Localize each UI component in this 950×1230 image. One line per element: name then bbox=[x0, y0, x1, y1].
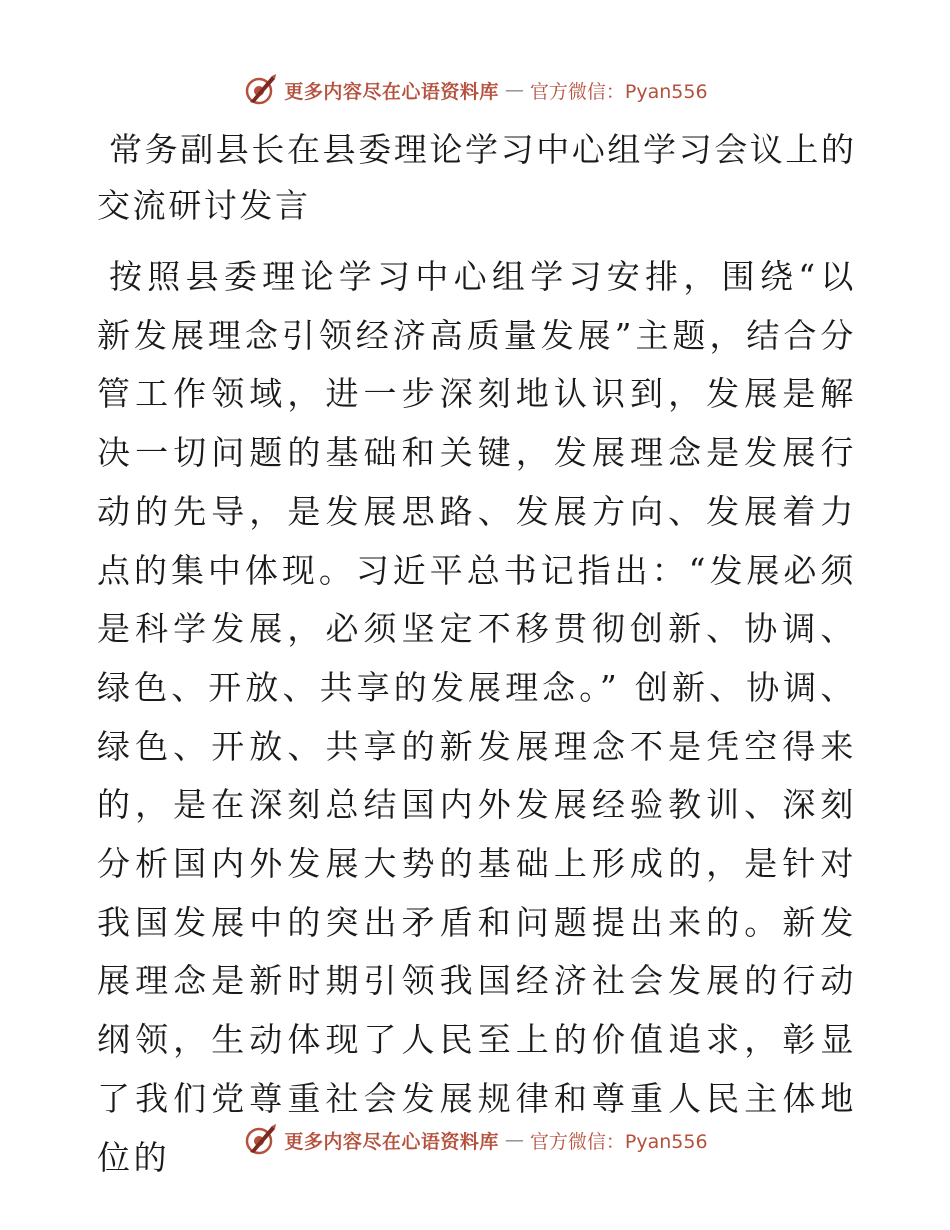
quill-logo-icon bbox=[242, 1122, 278, 1158]
banner-separator: — bbox=[504, 1129, 524, 1151]
banner-wechat-text: 官方微信：Pyan556 bbox=[529, 1130, 708, 1153]
banner-brand-text: 更多内容尽在心语资料库 bbox=[284, 80, 499, 103]
header-banner bbox=[0, 70, 950, 110]
quill-logo-icon bbox=[242, 72, 278, 108]
footer-banner bbox=[0, 1120, 950, 1160]
banner-wechat-text: 官方微信：Pyan556 bbox=[529, 80, 708, 103]
document-title: 常务副县长在县委理论学习中心组学习会议上的交流研讨发言 bbox=[97, 130, 857, 225]
banner-brand-text: 更多内容尽在心语资料库 bbox=[284, 1130, 499, 1153]
banner-separator: — bbox=[504, 79, 524, 101]
document-paragraph: 按照县委理论学习中心组学习安排，围绕“以新发展理念引领经济高质量发展”主题，结合分管工作领域，进一步深刻地认识到，发展是解决一切问题的基础和关键，发展理念是发展行动的先导，是发展思路、发展方向、发展着力点的集中体现。习近平总书记指出：“发展必须是科学发展，必须坚定不移贯彻创新、协调、绿色、开放、共享的发展理念。” 创新、协调、绿色、开放、共享的新发展理念不是凭空得来的，是在深刻总结国内外发展经验教训、深刻分析国内外发展大势的基础上形成的，是针对我国发展中的突出矛盾和问题提出来的。新发展理念是新时期引领我国经济社会发展的行动纲领，生动体现了人民至上的价值追求，彰显了我们党尊重社会发展规律和尊重人民主体地位的 bbox=[97, 257, 857, 1177]
